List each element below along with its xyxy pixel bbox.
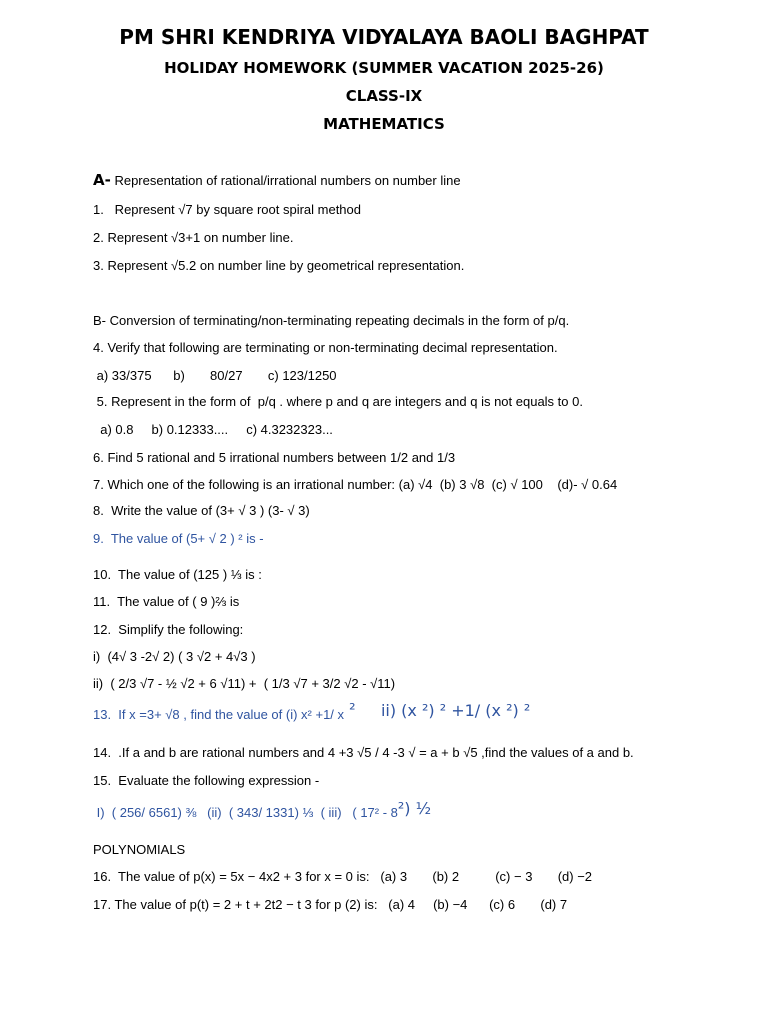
school-name: PM SHRI KENDRIYA VIDYALAYA BAOLI BAGHPAT — [119, 25, 649, 49]
question-11: 11. The value of ( 9 )⅔ is — [93, 594, 240, 609]
question-9: 9. The value of (5+ √ 2 ) ² is - — [93, 531, 264, 546]
question-3: 3. Represent √5.2 on number line by geometrical representation. — [93, 258, 465, 273]
question-15-parts — [93, 799, 432, 821]
question-5: 5. Represent in the form of p/q . where p and q are integers and q is not equals to 0. — [93, 394, 583, 409]
homework-title: HOLIDAY HOMEWORK (SUMMER VACATION 2025-26) — [164, 59, 604, 77]
class-label: CLASS-IX — [345, 87, 423, 105]
question-6: 6. Find 5 rational and 5 irrational numbers between 1/2 and 1/3 — [93, 450, 456, 465]
polynomials-heading: POLYNOMIALS — [93, 842, 186, 857]
question-16: 16. The value of p(x) = 5x − 4x2 + 3 for x = 0 is: (a) 3 (b) 2 (c) − 3 (d) −2 — [93, 869, 593, 884]
question-17: 17. The value of p(t) = 2 + t + 2t2 − t 3 for p (2) is: (a) 4 (b) −4 (c) 6 (d) 7 — [93, 897, 568, 912]
question-4: 4. Verify that following are terminating or non-terminating decimal representation. — [93, 340, 558, 355]
question-5-options: a) 0.8 b) 0.12333.... c) 4.3232323... — [93, 422, 333, 437]
question-2: 2. Represent √3+1 on number line. — [93, 230, 294, 245]
section-a-label: A- — [93, 171, 111, 189]
question-13-part-c: ² — [344, 700, 356, 719]
question-4-options: a) 33/375 b) 80/27 c) 123/1250 — [93, 368, 337, 383]
section-b-heading: B- Conversion of terminating/non-terminating repeating decimals in the form of p/q. — [93, 313, 570, 328]
section-a-text: Representation of rational/irrational numbers on number line — [110, 173, 461, 188]
question-15: 15. Evaluate the following expression - — [93, 773, 320, 788]
question-12-part-ii: ii) ( 2/3 √7 - ½ √2 + 6 √11) + ( 1/3 √7 + 3/2 √2 - √11) — [93, 676, 396, 691]
question-8: 8. Write the value of (3+ √ 3 ) (3- √ 3) — [93, 503, 310, 518]
question-7: 7. Which one of the following is an irrational number: (a) √4 (b) 3 √8 (c) √ 100 (d)- √ 0.64 — [93, 477, 618, 492]
question-1: 1. Represent √7 by square root spiral method — [93, 202, 361, 217]
question-14: 14. .If a and b are rational numbers and 4 +3 √5 / 4 -3 √ = a + b √5 ,find the values of a and b. — [93, 745, 634, 760]
question-13-part-a: 13. If x =3+ √8 , find the value of (i) x — [93, 707, 308, 722]
question-13-part-d: ii) (x ²) ² +1/ (x ²) ² — [355, 701, 531, 720]
subject-label: MATHEMATICS — [323, 115, 445, 133]
question-10: 10. The value of (125 ) ⅓ is : — [93, 567, 262, 582]
question-12: 12. Simplify the following: — [93, 622, 244, 637]
question-13 — [93, 700, 531, 723]
question-15-part-b: ²) ½ — [397, 799, 432, 818]
question-12-part-i: i) (4√ 3 -2√ 2) ( 3 √2 + 4√3 ) — [93, 649, 256, 664]
question-13-part-b: ² +1/ x — [307, 707, 345, 722]
section-a-heading — [93, 172, 461, 189]
question-15-part-a: I) ( 256/ 6561) ⅜ (ii) ( 343/ 1331) ⅓ ( iii) ( 17² - 8 — [93, 805, 398, 820]
